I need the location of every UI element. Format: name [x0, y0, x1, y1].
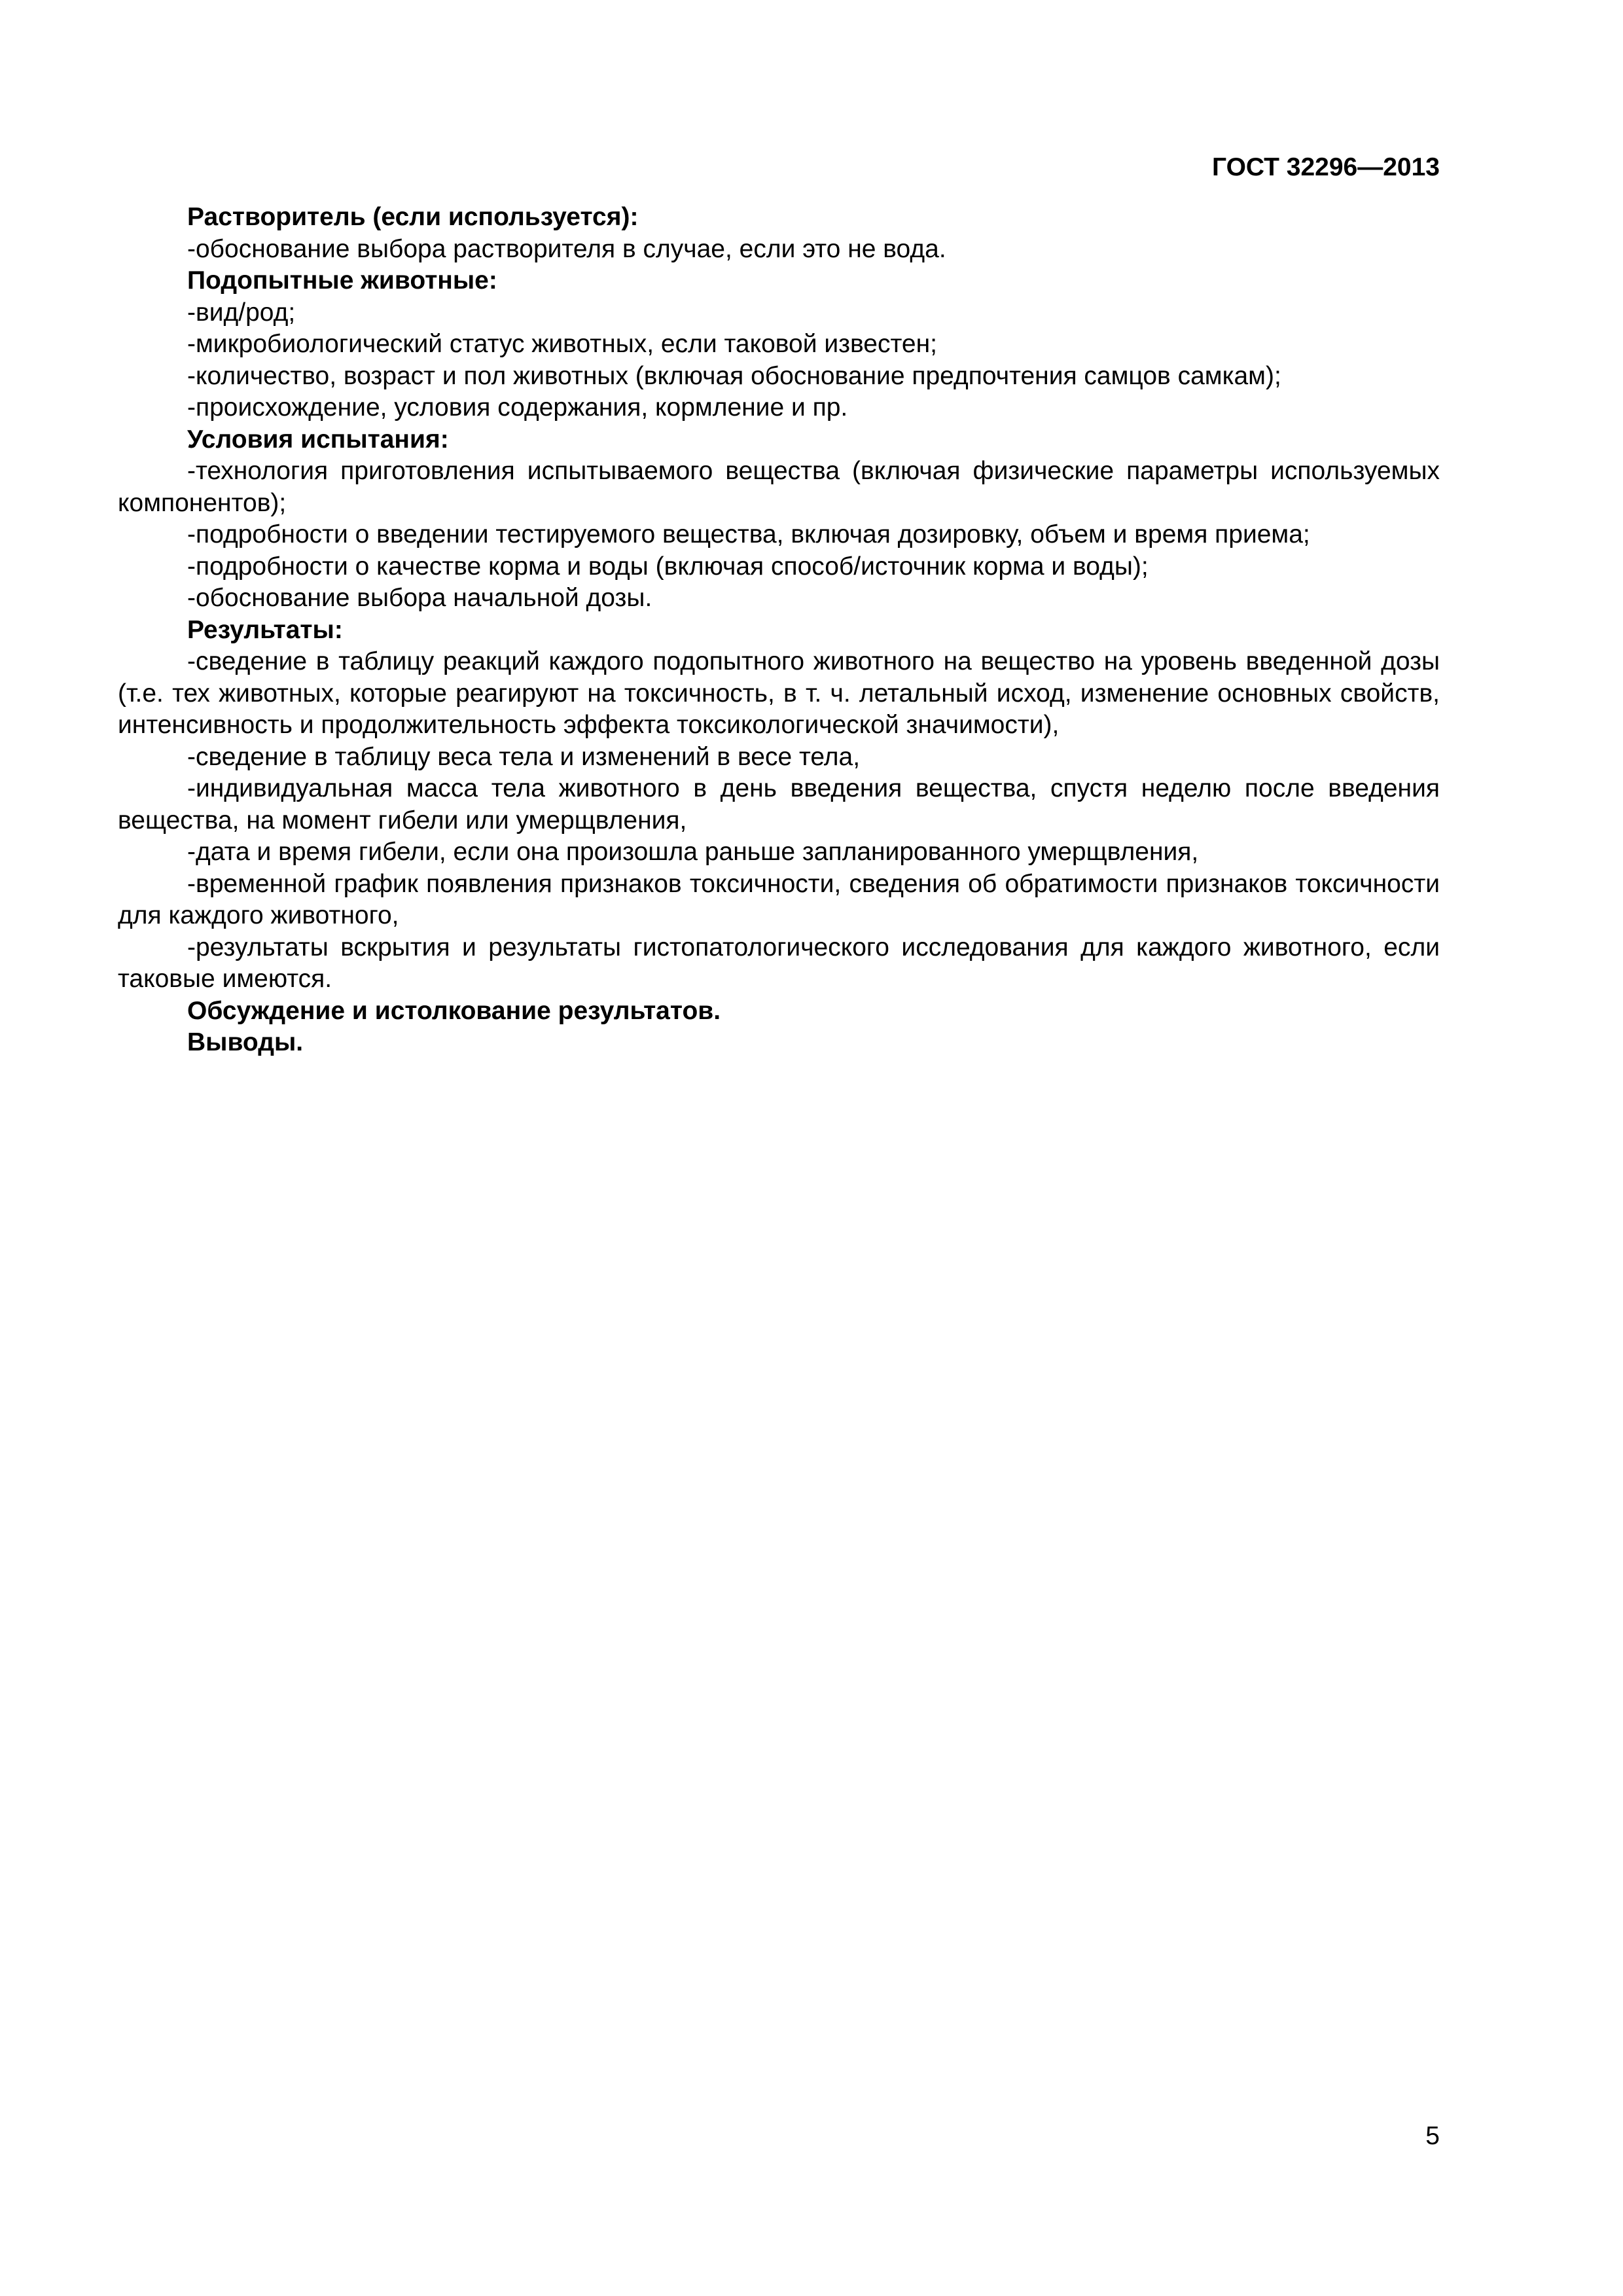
results-heading: Результаты: [187, 615, 343, 644]
results-item: -результаты вскрытия и результаты гистопатологического исследования для каждого животного, если таковые имеются. [118, 933, 1440, 993]
conditions-item: -подробности о качестве корма и воды (включая способ/источник корма и воды); [187, 552, 1149, 581]
conclusions-heading: Выводы. [187, 1028, 304, 1056]
page-number: 5 [1425, 2122, 1440, 2150]
solvent-item: -обоснование выбора растворителя в случае, если это не вода. [187, 234, 946, 263]
results-item: -индивидуальная масса тела животного в день введения вещества, спустя неделю после введения вещества, на момент гибели или умерщвления, [118, 774, 1440, 834]
document-body [118, 202, 1440, 1059]
results-item: -сведение в таблицу реакций каждого подопытного животного на вещество на уровень введенной дозы (т.е. тех животных, которые реагируют на токсичность, в т. ч. летальный исход, изменение основных свойств, интенсивность и продолжительность эффекта токсикологической значимости), [118, 647, 1440, 739]
animals-item: -количество, возраст и пол животных (включая обоснование предпочтения самцов самкам); [187, 361, 1281, 390]
results-item: -сведение в таблицу веса тела и изменений в весе тела, [187, 742, 861, 771]
discussion-heading: Обсуждение и истолкование результатов. [187, 996, 721, 1025]
conditions-item: -технология приготовления испытываемого вещества (включая физические параметры используемых компонентов); [118, 457, 1440, 517]
solvent-heading: Растворитель (если используется): [187, 203, 639, 231]
animals-item: -вид/род; [187, 298, 296, 327]
animals-item: -происхождение, условия содержания, кормление и пр. [187, 393, 848, 422]
document-id-header: ГОСТ 32296—2013 [1212, 153, 1440, 181]
results-item: -временной график появления признаков токсичности, сведения об обратимости признаков токсичности для каждого животного, [118, 869, 1440, 929]
animals-item: -микробиологический статус животных, если таковой известен; [187, 330, 937, 358]
conditions-heading: Условия испытания: [187, 425, 449, 454]
conditions-item: -подробности о введении тестируемого вещества, включая дозировку, объем и время приема; [187, 520, 1310, 548]
animals-heading: Подопытные животные: [187, 266, 497, 295]
conditions-item: -обоснование выбора начальной дозы. [187, 584, 652, 612]
results-item: -дата и время гибели, если она произошла раньше запланированного умерщвления, [187, 838, 1199, 866]
